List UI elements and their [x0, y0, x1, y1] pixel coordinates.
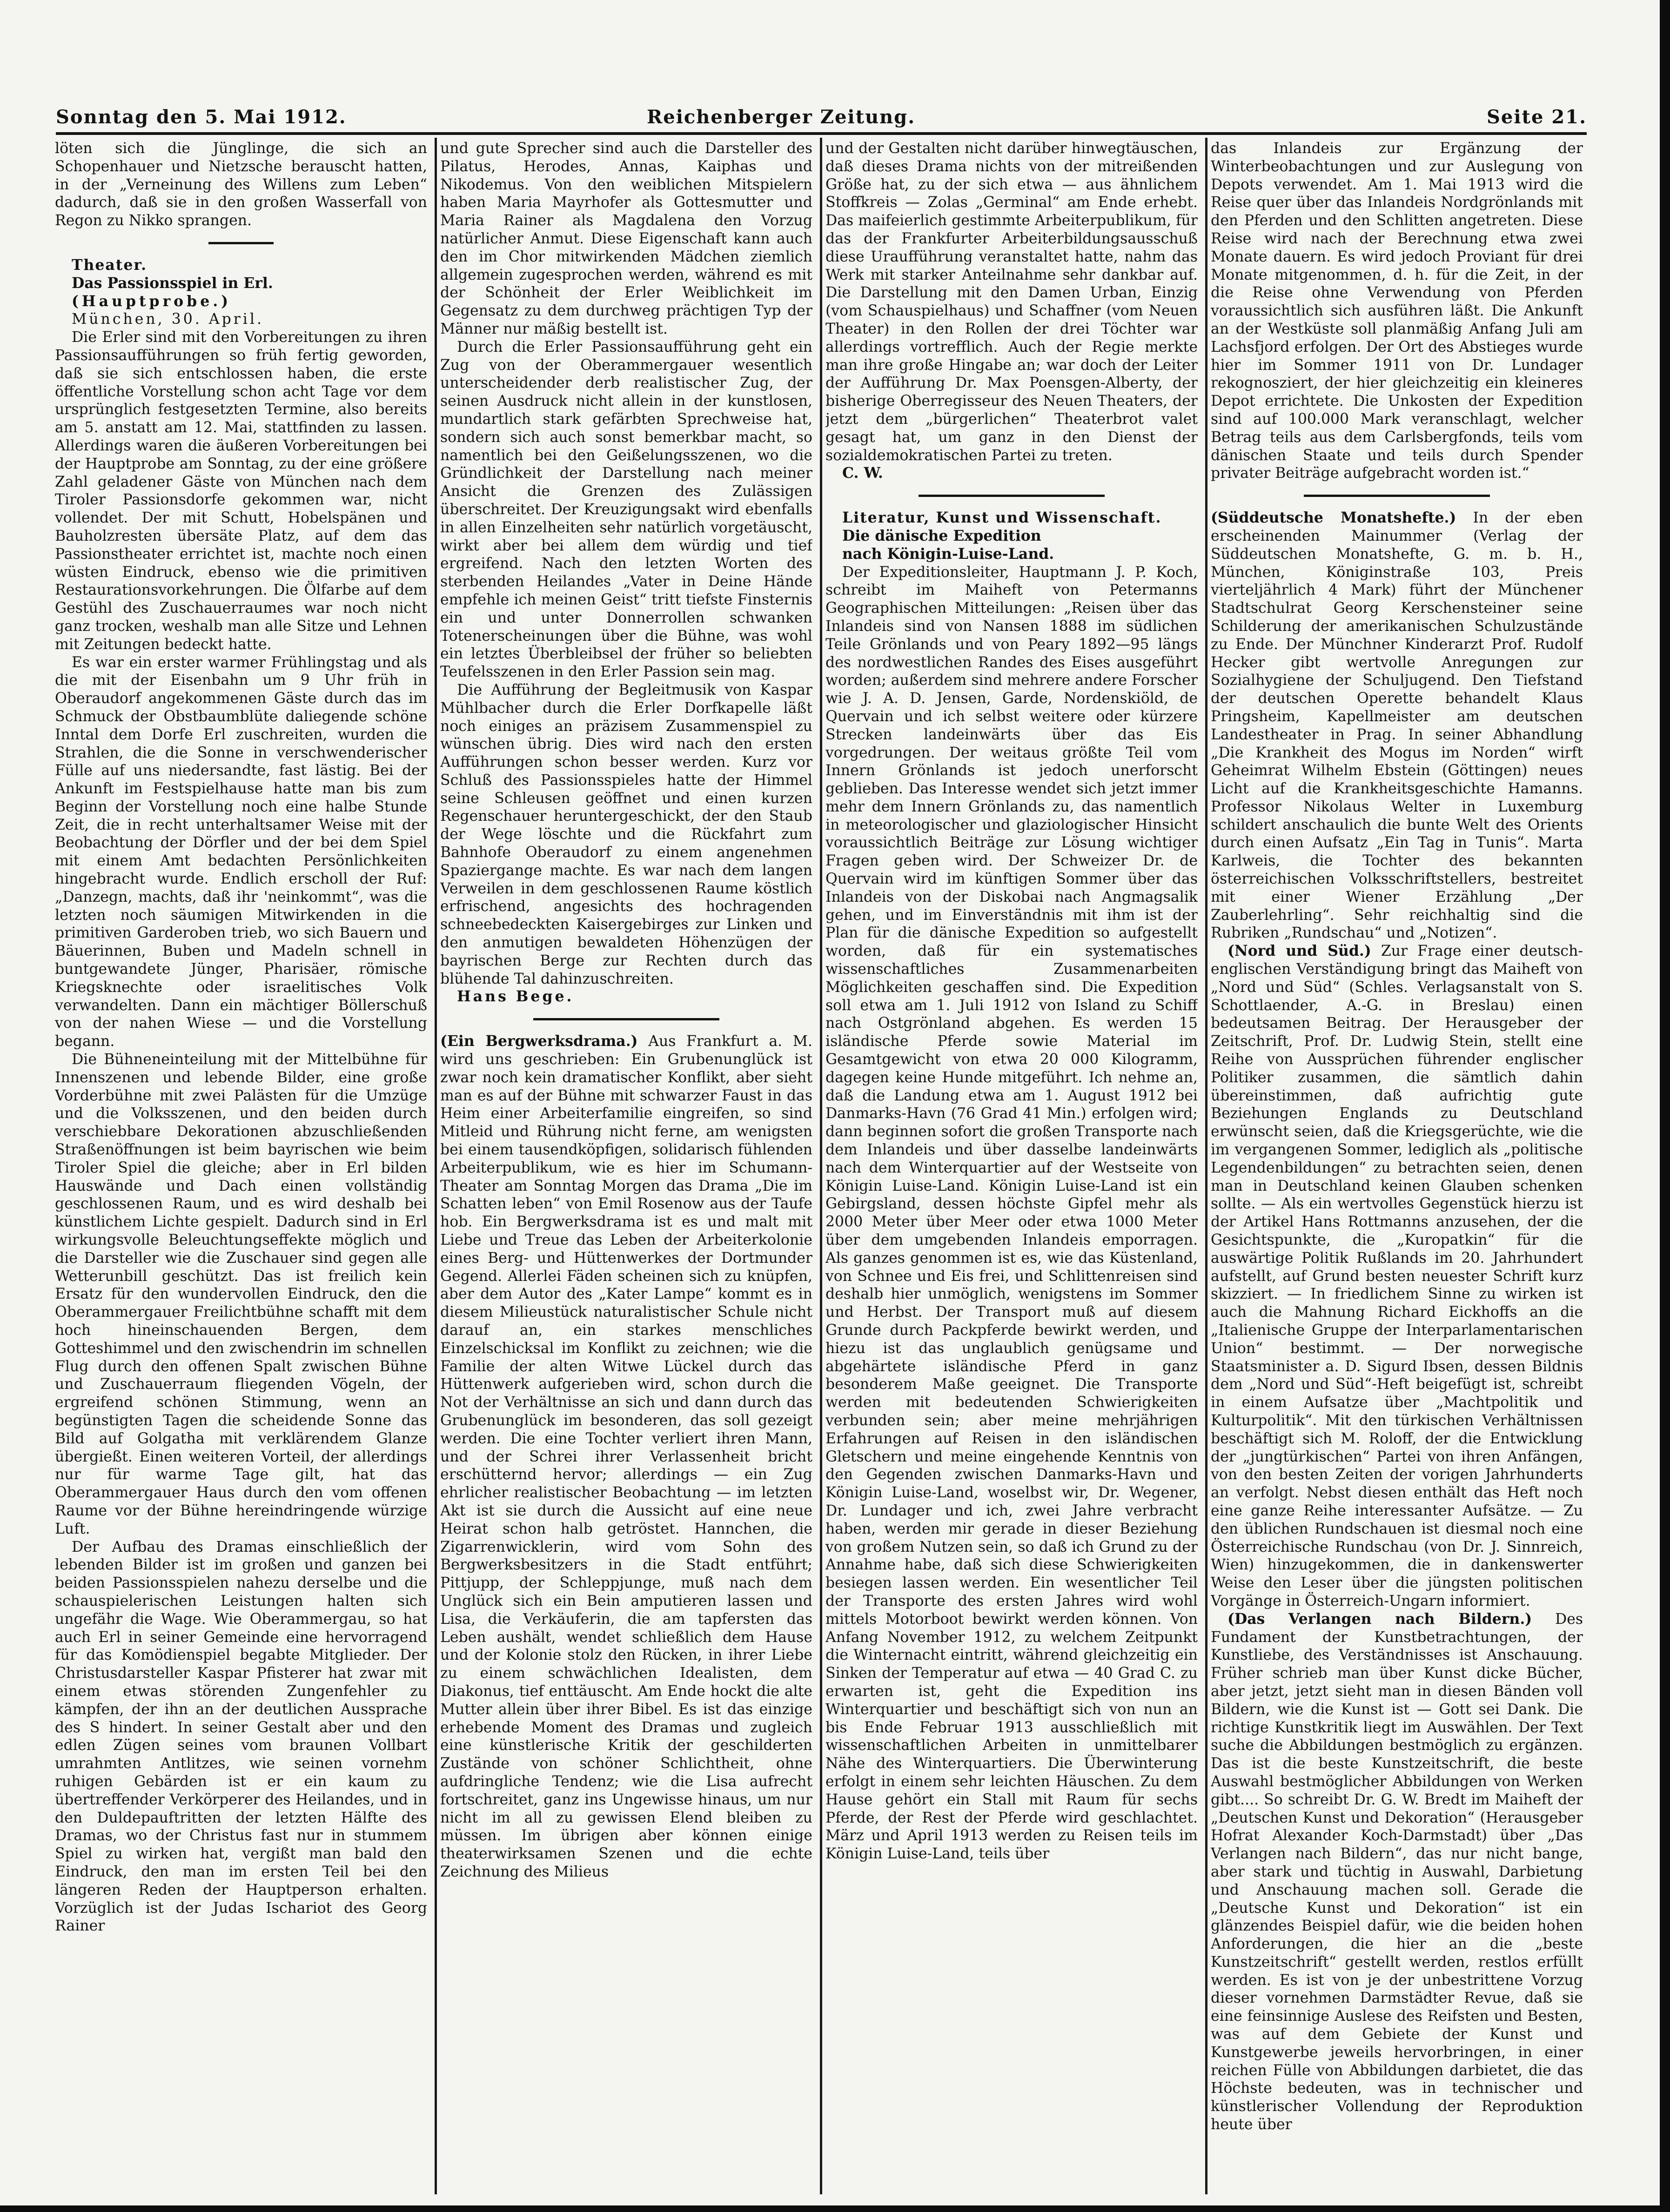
- article-headline: Das Passionsspiel in Erl.: [72, 274, 273, 292]
- article-signature: C. W.: [842, 464, 883, 482]
- column-rule: [1205, 138, 1207, 2194]
- article-paragraph: Die Bühneneinteilung mit der Mittelbühne für Innenszenen und lebende Bilder, eine große Vorderbühne mit zwei Palästen für die Umzüge und die Volksszenen, und den beiden durch verschiebbare Dekorationen abzuschließenden Straßenöffnungen ist beim bayrischen wie beim Tiroler Spiel die gleiche; aber in Erl bilden Hauswände und Dach einen vollständig geschlossenen Raum, und es wird deshalb bei künstlichem Lichte gespielt. Dadurch sind in Erl wirkungsvolle Beleuchtungseffekte möglich und die Darsteller wie die Zuschauer sind gegen alle Wetterunbill geschützt. Das ist freilich kein Ersatz für den wundervollen Eindruck, den die Oberammergauer Freilichtbühne schafft mit dem hoch hineinschauenden Bergen, dem Gotteshimmel und den zwischendrin im schnellen Flug durch den offenen Spalt zwischen Bühne und Zuschauerraum fliegenden Vögeln, der ergreifend schönen Stimmung, wenn an begünstigten Tagen die scheidende Sonne das Bild auf Golgatha mit verklärendem Glanze übergießt. Einen weiteren Vorteil, der allerdings nur für warme Tage gilt, hat das Oberammergauer Haus durch den vom offenen Raume vor der Bühne hereindringende würzige Luft.: [55, 1051, 427, 1537]
- article-subheadline: (Hauptprobe.): [72, 292, 232, 310]
- article-signature: Hans Bege.: [457, 988, 574, 1005]
- article-text: Des Fundament der Kunstbetrachtungen, der Kunstliebe, des Verständnisses ist Anschauung. Früher schrieb man über Kunst dicke Bücher, aber jetzt, jetzt sieht man in diesen Bänden voll Bildern, wie die Kunst ist — Gott sei Dank. Die richtige Kunstkritik liegt im Auswählen. Der Text suche die Abbildungen bestmöglich zu ergänzen. Das ist die beste Kunstzeitschrift, die beste Auswahl bestmöglicher Abbildungen von Werken gibt.... So schreibt Dr. G. W. Bredt im Maiheft der „Deutschen Kunst und Dekoration“ (Herausgeber Hofrat Alexander Koch-Darmstadt) über „Das Verlangen nach Bildern“, das nur nicht bange, aber stark und tüchtig in Auswahl, Darbietung und Anschauung machen soll. Gerade die „Deutsche Kunst und Dekoration“ ist ein glänzendes Beispiel dafür, wie die beiden hohen Anforderungen, die hier an die „beste Kunstzeitschrift“ gestellt werden, restlos erfüllt werden. Es ist von je der unbestrittene Vorzug dieser vornehmen Darmstädter Revue, daß sie eine feinsinnige Auslese des Reifsten und Besten, was auf dem Gebiete der Kunst und Kunstgewerbe jeweils hervorbringen, in einer reichen Fülle von Abbildungen darbietet, die das Höchste bedeuten, was in technischer und künstlerischer Vollendung der Reproduktion heute über: [1211, 1610, 1583, 2133]
- scan-border: [0, 2205, 1670, 2212]
- column-rule: [435, 138, 437, 2194]
- article-text: löten sich die Jünglinge, die sich an Schopenhauer und Nietzsche berauscht hatten, in der „Verneinung des Willens zum Leben“ dadurch, daß sie in den großen Wasserfall von Regon zu Nikko sprangen.: [55, 140, 427, 229]
- column-4: [1211, 140, 1583, 2196]
- article-paragraph: Die Aufführung der Begleitmusik von Kaspar Mühlbacher durch die Erler Dorfkapelle läßt noch einiges an präzisem Zusammenspiel zu wünschen übrig. Dies wird nach den ersten Aufführungen schon besser werden. Kurz vor Schluß des Passionsspieles hatte der Himmel seine Schleusen geöffnet und einen kurzen Regenschauer heruntergeschickt, der den Staub der Wege löschte und die Rückfahrt zum Bahnhofe Oberaudorf zu einem angenehmen Spaziergange machte. Es war nach dem langen Verweilen in dem geschlossenen Raume köstlich erfrischend, angesichts des hochragenden schneebedeckten Kaisergebirges zur Linken und den anmutigen bewaldeten Höhenzügen der bayrischen Berge zur Rechten durch das blühende Tal dahinzuschreiten.: [440, 681, 812, 987]
- article-paragraph: Durch die Erler Passionsaufführung geht ein Zug von der Oberammergauer wesentlich unterscheidender derb realistischer Zug, der seinen Ausdruck nicht allein in der kunstlosen, mundartlich stark gefärbten Sprechweise hat, sondern sich auch sonst bemerkbar macht, so namentlich bei den Geißelungsszenen, wo die Gründlichkeit der Darstellung nach meiner Ansicht die Grenzen des Zulässigen überschreitet. Der Kreuzigungsakt wird ebenfalls in allen Einzelheiten sehr natürlich vorgetäuscht, wirkt aber bei allem dem würdig und tief ergreifend. Nach den letzten Worten des sterbenden Heilandes „Vater in Deine Hände empfehle ich meinen Geist“ tritt tiefste Finsternis ein und unter Donnerrollen schwanken Totenerscheinungen über die Bühne, was wohl ein letztes Überbleibsel der früher so beliebten Teufelsszenen in den Erler Passion sein mag.: [440, 338, 812, 681]
- article-paragraph: Der Expeditionsleiter, Hauptmann J. P. Koch, schreibt im Maiheft von Petermanns Geographischen Mitteilungen: „Reisen über das Inlandeis sind von Nansen 1888 im südlichen Teile Grönlands und von Peary 1892—95 längs des nordwestlichen Randes des Eises ausgeführt worden; außerdem sind mehrere andere Forscher wie J. A. D. Jensen, Garde, Nordenskiöld, de Quervain und ich selbst weitere oder kürzere Strecken landeinwärts über das Eis vorgedrungen. Der weitaus größte Teil vom Innern Grönlands ist jedoch unerforscht geblieben. Das Interesse wendet sich jetzt immer mehr dem Innern Grönlands zu, das namentlich in meteorologischer und glaziologischer Hinsicht voraussichtlich Beiträge zur Lösung wichtiger Fragen geben wird. Der Schweizer Dr. de Quervain wird im künftigen Sommer über das Inlandeis von der Diskobai nach Angmagsalik gehen, und im Einverständnis mit ihm ist der Plan für die dänische Expedition so aufgestellt worden, daß für ein systematisches wissenschaftliches Zusammenarbeiten Möglichkeiten geschaffen sind. Die Expedition soll etwa am 1. Juli 1912 von Island zu Schiff nach Ostgrönland abgehen. Es werden 15 isländische Pferde sowie Material im Gesamtgewicht von etwa 20 000 Kilogramm, dagegen keine Hunde mitgeführt. Ich nehme an, daß die Landung etwa am 1. August 1912 bei Danmarks-Havn (76 Grad 41 Min.) erfolgen wird; dann beginnen sofort die großen Transporte nach dem Inlandeis und über dasselbe landeinwärts nach dem Winterquartier auf der Westseite von Königin Luise-Land. Königin Luise-Land ist ein Gebirgsland, dessen höchste Gipfel mehr als 2000 Meter über Meer oder etwa 1000 Meter über dem umgebenden Inlandeis emporragen. Als ganzes genommen ist es, wie das Küstenland, von Schnee und Eis frei, und Schlittenreisen sind deshalb hier unmöglich, wenigstens im Sommer und Herbst. Der Transport muß auf diesem Grunde durch Packpferde bewirkt werden, und hiezu ist das unglaublich genügsame und abgehärtete isländische Pferd in ganz besonderem Maße geeignet. Die Transporte werden mit bedeutenden Schwierigkeiten verbunden sein; aber meine mehrjährigen Erfahrungen auf Reisen in den isländischen Gletschern und meine eingehende Kenntnis von den Gegenden zwischen Danmarks-Havn und Königin Luise-Land, woselbst wir, Dr. Wegener, Dr. Lundager und ich, zwei Jahre verbracht haben, werden mir gerade in dieser Beziehung von großem Nutzen sein, so daß ich Grund zu der Annahme habe, daß sich diese Schwierigkeiten besiegen lassen werden. Ein wesentlicher Teil der Transporte des ersten Jahres wird wohl mittels Motorboot bewirkt werden können. Von Anfang November 1912, zu welchem Zeitpunkt die Winternacht eintritt, während gleichzeitig ein Sinken der Temperatur auf etwa — 40 Grad C. zu erwarten ist, geht die Expedition ins Winterquartier und beschäftigt sich von nun an bis Ende Februar 1913 ausschließlich mit wissenschaftlichen Arbeiten in unmittelbarer Nähe des Winterquartiers. Die Überwinterung erfolgt in einem sehr leichten Häuschen. Zu dem Hause gehört ein Stall mit Raum für sechs Pferde, der Rest der Pferde wird geschlachtet. März und April 1913 werden zu Reisen teils im Königin Luise-Land, teils über: [825, 563, 1198, 1863]
- article-paragraph: Der Aufbau des Dramas einschließlich der lebenden Bilder ist im großen und ganzen bei beiden Passionsspielen nahezu derselbe und die schauspielerischen Leistungen halten sich ungefähr die Wage. Wie Oberammergau, so hat auch Erl in seiner Gemeinde eine hervorragend für das Komödienspiel begabte Mitglieder. Der Christusdarsteller Kaspar Pfisterer hat zwar mit einem etwas störenden Zungenfehler zu kämpfen, der ihn an der deutlichen Aussprache des S hindert. In seiner Gestalt aber und den edlen Zügen seines vom braunen Vollbart umrahmten Antlitzes, wie seinen vornehm ruhigen Gebärden ist er ein kaum zu übertreffender Verkörperer des Heilandes, und in den Duldерauftritten der letzten Hälfte des Dramas, wo der Christus fast nur in stummem Spiel zu wirken hat, vergißt man bald den Eindruck, den man im ersten Teil bei den längeren Reden der Hauptperson erhalten. Vorzüglich ist der Judas Ischariot des Georg Rainer: [55, 1538, 427, 1935]
- article-dateline: München, 30. April.: [72, 311, 264, 328]
- article-paragraph: [1211, 1610, 1583, 2134]
- header-title: Reichenberger Zeitung.: [647, 106, 916, 128]
- header-page-number: Seite 21.: [1487, 106, 1587, 128]
- section-heading-theater: Theater.: [72, 256, 148, 274]
- separator: [919, 495, 1105, 497]
- article-paragraph: das Inlandeis zur Ergänzung der Winterbeobachtungen und zur Auslegung von Depots verwendet. Am 1. Mai 1913 wird die Reise quer über das Inlandeis Nordgrönlands mit den Pferden und den Schlitten angetreten. Diese Reise wird nach der Berechnung etwa zwei Monate dauern. Es wird jedoch Proviant für drei Monate mitgenommen, d. h. für die Zeit, in der die Reise ohne Verwendung von Pferden voraussichtlich sich ausführen läßt. Die Ankunft an der Westküste soll planmäßig Anfang Juli am Lachsfjord erfolgen. Der Ort des Abstieges wurde hier im Sommer 1911 von Dr. Lundager rekognosziert, der hier gleichzeitig ein kleineres Depot errichtete. Die Unkosten der Expedition sind auf 100.000 Mark veranschlagt, welcher Betrag teils aus dem Carlsbergfonds, teils vom dänischen Staate und teils durch Spender privater Beiträge aufgebracht worden ist.“: [1211, 140, 1583, 482]
- header-date: Sonntag den 5. Mai 1912.: [56, 106, 347, 128]
- article-text: Zur Frage einer deutsch-englischen Verständigung bringt das Maiheft von „Nord und Süd“ (Schles. Verlagsanstalt von S. Schottlaender, A.-G. in Breslau) einen bedeutsamen Beitrag. Der Herausgeber der Zeitschrift, Prof. Dr. Ludwig Stein, stellt eine Reihe von Aussprüchen führender englischer Politiker zusammen, die sämtlich dahin übereinstimmen, daß aufrichtig gute Beziehungen Englands zu Deutschland erwünscht seien, daß die Kriegsgerüchte, wie die im vergangenen Sommer, lediglich als „politische Legendenbildungen“ zu betrachten seien, denen man in Deutschland keinen Glauben schenken sollte. — Als ein wertvolles Gegenstück hierzu ist der Artikel Hans Rottmanns anzusehen, der die Gesichtspunkte, die „Kuropatkin“ für die auswärtige Politik Rußlands im 20. Jahrhundert aufstellt, auf Grund besten neuester Schrift kurz skizziert. — In friedlichem Sinne zu wirken ist auch die Mahnung Richard Eickhoffs an die „Italienische Gruppe der Interparlamentarischen Union“ bestimmt. — Der norwegische Staatsminister a. D. Sigurd Ibsen, dessen Bildnis dem „Nord und Süd“-Heft beigefügt ist, schreibt in einem Aufsatze über „Machtpolitik und Kulturpolitik“. Mit den türkischen Verhältnissen beschäftigt sich M. Roloff, der die Entwicklung der „jungtürkischen“ Partei von ihren Anfängen, von den besten Zeiten der vorigen Jahrhunderts an verfolgt. Nebst diesen enthält das Heft noch eine ganze Reihe interessanter Aufsätze. — Zu den üblichen Rundschauen ist diesmal noch eine Österreichische Rundschau (von Dr. J. Sinnreich, Wien) hinzugekommen, die in dankenswerter Weise den Leser über die jüngsten politischen Vorgänge in Österreich-Ungarn informiert.: [1211, 943, 1583, 1609]
- separator: [1304, 495, 1490, 497]
- article-paragraph: und der Gestalten nicht darüber hinwegtäuschen, daß dieses Drama nichts von der mitreißenden Größe hat, zu der sich etwa — aus ähnlichem Stoffkreis — Zolas „Germinal“ am Ende erhebt. Das maifeierlich gestimmte Arbeiterpublikum, für das der Frankfurter Arbeiterbildungsausschuß diese Uraufführung veranstaltet hatte, nahm das Werk mit starker Anteilnahme sehr dankbar auf. Die Darstellung mit den Damen Urban, Einzig (vom Schauspielhaus) und Schaffner (vom Neuen Theater) in den Rollen der drei Töchter war allerdings vortrefflich. Auch der Regie merkte man ihre große Hingabe an; war doch der Leiter der Aufführung Dr. Max Poensgen-Alberty, der bisherige Oberregisseur des Neuen Theaters, der jetzt dem „bürgerlichen“ Theaterbrot valet gesagt hat, um ganz in den Dienst der sozialdemokratischen Partei zu treten.: [825, 140, 1198, 464]
- article-headline: Die dänische Expedition: [842, 527, 1041, 544]
- article-paragraph: Die Erler sind mit den Vorbereitungen zu ihren Passionsaufführungen so früh fertig geworden, daß sie sich entschlossen haben, die erste öffentliche Vorstellung schon acht Tage vor dem ursprünglich festgesetzten Termine, also bereits am 5. anstatt am 12. Mai, stattfinden zu lassen. Allerdings waren die äußeren Vorbereitungen bei der Hauptprobe am Sonntag, zu der eine größere Zahl geladener Gäste von München nach dem Tiroler Passionsdorfe gekommen war, nicht vollendet. Der mit Schutt, Hobelspänen und Bauholzresten übersäte Platz, auf dem das Passionstheater errichtet ist, machte noch einen wüsten Eindruck, ebenso wie die primitiven Restaurationsvorkehrungen. Die Ölfarbe auf dem Gestühl des Zuschauerraumes war noch nicht ganz trocken, weshalb man alle Sitze und Lehnen mit Zeitungen bedeckt hatte.: [55, 329, 427, 653]
- article-paragraph: [440, 1032, 812, 1881]
- article-paragraph: [1211, 942, 1583, 1610]
- article-paragraph: und gute Sprecher sind auch die Darsteller des Pilatus, Herodes, Annas, Kaiphas und Nikodemus. Von den weiblichen Mitspielern haben Maria Mayrhofer als Gottesmutter und Maria Rainer als Magdalena den Vorzug natürlicher Anmut. Diese Eigenschaft kann auch den im Chor mitwirkenden Mädchen ziemlich allgemein zugesprochen werden, während es mit der Schönheit der Erler Weiblichkeit im Gegensatz zu dem durchweg prächtigen Typ der Männer nur mäßig bestellt ist.: [440, 140, 812, 337]
- article-headline: nach Königin-Luise-Land.: [842, 545, 1054, 563]
- column-3: [825, 140, 1198, 2196]
- article-lead: (Süddeutsche Monatshefte.): [1211, 509, 1456, 527]
- article-text: In der eben erscheinenden Mainummer (Verlag der Süddeutschen Monatshefte, G. m. b. H., München, Königinstraße 103, Preis vierteljährlich 4 Mark) führt der Münchener Stadtschulrat Georg Kerschensteiner seine Schilderung der amerikanischen Schulzustände zu Ende. Der Münchner Kinderarzt Prof. Rudolf Hecker gibt wertvolle Anregungen zur Sozialhygiene der Schuljugend. Den Tiefstand der deutschen Operette behandelt Klaus Pringsheim, Kapellmeister am deutschen Landestheater in Prag. In seiner Abhandlung „Die Krankheit des Mogus im Norden“ wirft Geheimrat Wilhelm Ebstein (Göttingen) neues Licht auf die Krankheitsgeschichte Hamanns. Professor Nikolaus Welter in Luxemburg schildert anschaulich die bunte Welt des Orients durch einen Aufsatz „Ein Tag in Tunis“. Marta Karlweis, die Tochter des bekannten österreichischen Volksschriftstellers, bestreitet mit einer Wiener Erzählung „Der Zauberlehrling“. Sehr reichhaltig sind die Rubriken „Rundschau“ und „Notizen“.: [1211, 509, 1583, 942]
- column-1: [55, 140, 427, 2196]
- separator: [208, 242, 274, 244]
- separator: [533, 1018, 719, 1020]
- article-paragraph: Es war ein erster warmer Frühlingstag und als die mit der Eisenbahn um 9 Uhr früh in Oberaudorf angekommenen Gäste durch das im Schmuck der Obstbaumblüte daliegende schöne Inntal dem Dorfe Erl zuschreiten, wurden die Strahlen, die die Sonne in verschwenderischer Fülle auf uns niedersandte, fast lästig. Bei der Ankunft im Festspielhause hatte man bis zum Beginn der Vorstellung noch eine halbe Stunde Zeit, die in recht unterhaltsamer Weise mit der Beobachtung der Dörfler und der bei dem Spiel mit einem Amt bedachten Persönlichkeiten hingebracht wurde. Endlich erscholl der Ruf: „Danzegn, machts, daß ihr 'neinkommt“, was die letzten noch säumigen Mitwirkenden in die primitiven Garderoben trieb, wo sich Bauern und Bäuerinnen, Buben und Madeln schnell in buntgewandete Jünger, Pharisäer, römische Kriegsknechte oder israelitisches Volk verwandelten. Dann ein mächtiger Böllerschuß von der nahen Wiese — und die Vorstellung begann.: [55, 654, 427, 1050]
- column-2: [440, 140, 812, 2196]
- article-lead: (Nord und Süd.): [1227, 942, 1371, 960]
- section-heading-literature: Literatur, Kunst und Wissenschaft.: [842, 509, 1162, 527]
- article-lead: (Ein Bergwerksdrama.): [440, 1032, 638, 1050]
- article-paragraph: [1211, 509, 1583, 942]
- article-lead: (Das Verlangen nach Bildern.): [1227, 1610, 1532, 1628]
- header-rule: [56, 132, 1587, 135]
- column-rule: [820, 138, 822, 2194]
- article-text: Aus Frankfurt a. M. wird uns geschrieben: Ein Grubenunglück ist zwar noch kein dramatischer Konflikt, aber sieht man es auf der Bühne mit schwarzer Faust in das Heim einer Arbeiterfamilie eingreifen, so sind Mitleid und Rührung nicht ferne, am wenigsten bei einem tausendköpfigen, solidarisch fühlenden Arbeiterpublikum, wie es hier im Schumann-Theater am Sonntag Morgen das Drama „Die im Schatten leben“ von Emil Rosenow aus der Taufe hob. Ein Bergwerksdrama ist es und malt mit Liebe und Treue das Leben der Arbeiterkolonie eines Berg- und Hüttenwerkes der Dortmunder Gegend. Allerlei Fäden scheinen sich zu knüpfen, aber dem Autor des „Kater Lampe“ kommt es in diesem Milieustück naturalistischer Schule nicht darauf an, ein starkes menschliches Einzelschicksal im Konflikt zu zeichnen; wie die Familie der alten Witwe Lückel durch das Hüttenwerk aufgerieben wird, schon durch die Not der Verhältnisse an sich und dann durch das Grubenunglück im besonderen, das soll gezeigt werden. Die eine Tochter verliert ihren Mann, und der Schrei ihrer Verlassenheit bricht erschütternd hervor; allerdings — ein Zug ehrlicher realistischer Beobachtung — im letzten Akt ist sie durch die Aussicht auf eine neue Heirat schon halb getröstet. Hannchen, die Zigarrenwicklerin, wird vom Sohn des Bergwerksbesitzers in die Stadt entführt; Pittjupp, der Schleppjunge, muß nach dem Unglück sich ein Bein amputieren lassen und Lisa, die Verkäuferin, die am tapfersten das Leben aushält, wendet schließlich dem Hause und der Kolonie stolz den Rücken, in ihrer Liebe zu einem schwächlichen Idealisten, dem Diakonus, tief enttäuscht. Am Ende hockt die alte Mutter allein über ihrer Bibel. Es ist das einzige erhebende Moment des Dramas und zugleich eine künstlerische Kritik der geschilderten Zustände von schöner Schlichtheit, ohne aufdringliche Tendenz; wie die Lisa aufrecht fortschreitet, ganz ins Ungewisse hinaus, um nur nicht im all zu gewissen Elend bleiben zu müssen. Im übrigen aber können einige theaterwirksamen Szenen und die echte Zeichnung des Milieus: [440, 1033, 812, 1880]
- scan-border: [1660, 0, 1670, 2212]
